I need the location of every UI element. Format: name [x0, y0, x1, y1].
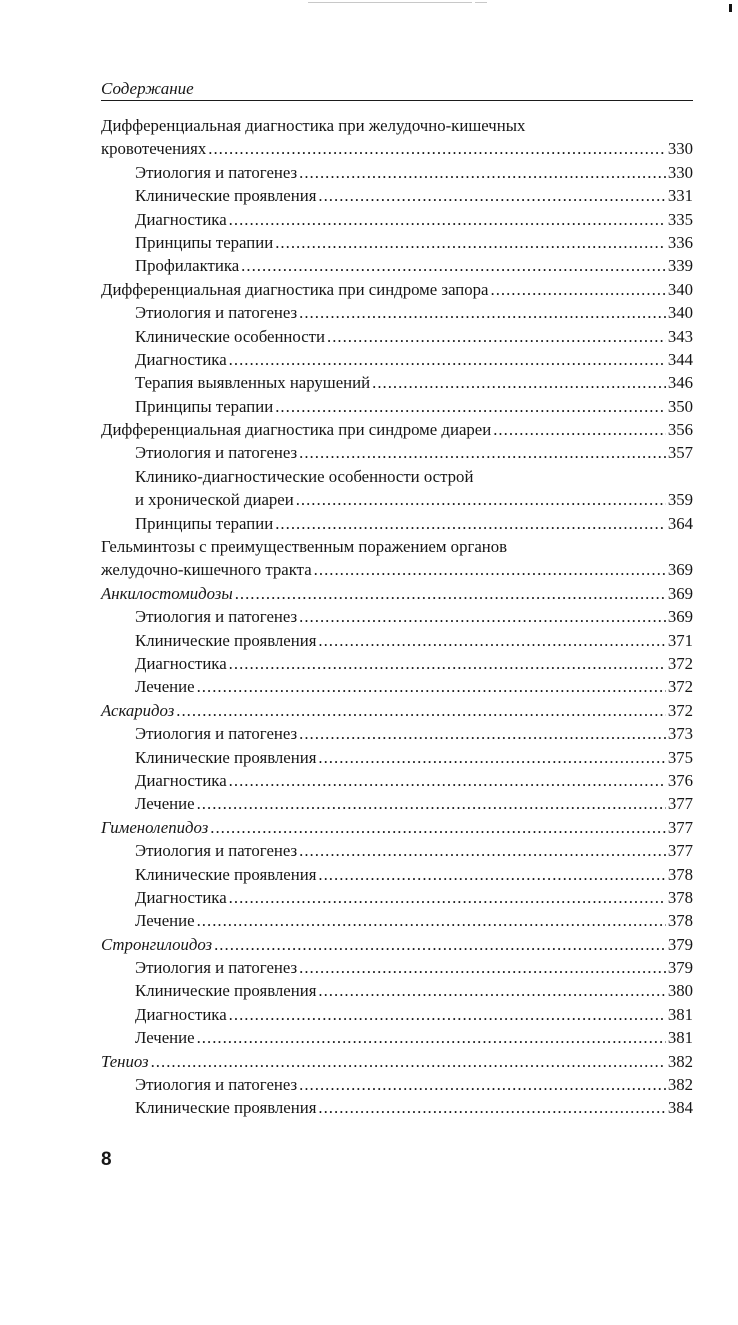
page-number: 8 — [101, 1149, 112, 1170]
toc-subentry[interactable] — [101, 1026, 693, 1049]
toc-entry-title: Этиология и патогенез — [135, 607, 298, 627]
dot-leader — [327, 325, 666, 348]
toc-entry-title: кровотечениях — [101, 139, 207, 159]
toc-subentry[interactable] — [101, 839, 693, 862]
toc-page-number: 378 — [667, 911, 693, 931]
toc-entry-title: Диагностика — [135, 653, 227, 673]
dot-leader — [299, 441, 666, 464]
toc-subentry[interactable] — [101, 886, 693, 909]
toc-subentry[interactable] — [101, 792, 693, 815]
toc-subentry[interactable] — [101, 395, 693, 418]
toc-entry-title: Диагностика — [135, 1004, 227, 1024]
toc-subentry[interactable] — [101, 231, 693, 254]
toc-entry-title: Анкилостомидозы — [101, 583, 233, 603]
dot-leader — [299, 839, 666, 862]
toc-entry[interactable] — [101, 418, 693, 441]
toc-entry-title: Диагностика — [135, 887, 227, 907]
dot-leader — [318, 184, 665, 207]
scan-artifact-mark — [729, 4, 732, 12]
dot-leader — [318, 746, 665, 769]
toc-subentry[interactable] — [101, 512, 693, 535]
toc-entry[interactable] — [101, 816, 693, 839]
toc-page-number: 335 — [667, 209, 693, 229]
toc-subentry[interactable] — [101, 371, 693, 394]
toc-page-number: 378 — [667, 887, 693, 907]
toc-page-number: 356 — [667, 420, 693, 440]
dot-leader — [197, 675, 666, 698]
toc-entry[interactable] — [101, 278, 693, 301]
dot-leader — [491, 278, 666, 301]
toc-entry-title: Аскаридоз — [101, 700, 175, 720]
toc-page-number: 379 — [667, 958, 693, 978]
toc-subentry[interactable] — [101, 208, 693, 231]
toc-entry-title-line: Дифференциальная диагностика при желудочно-кишечных — [101, 116, 526, 135]
toc-page-number: 330 — [667, 162, 693, 182]
toc-page-number: 381 — [667, 1004, 693, 1024]
toc-page-number: 359 — [667, 490, 693, 510]
dot-leader — [210, 816, 666, 839]
toc-entry-title: Принципы терапии — [135, 513, 274, 533]
toc-subentry[interactable] — [101, 1073, 693, 1096]
toc-entry-title: Принципы терапии — [135, 232, 274, 252]
toc-entry-title: Лечение — [135, 677, 195, 697]
toc-page-number: 350 — [667, 396, 693, 416]
toc-entry-title: Этиология и патогенез — [135, 303, 298, 323]
toc-entry-title: Лечение — [135, 1028, 195, 1048]
dot-leader — [229, 348, 666, 371]
dot-leader — [229, 652, 666, 675]
toc-entry-title-line: Клинико-диагностические особенности острой — [135, 466, 474, 486]
toc-entry-title: Лечение — [135, 911, 195, 931]
toc-entry[interactable] — [101, 1050, 693, 1073]
toc-page-number: 372 — [667, 653, 693, 673]
dot-leader — [318, 863, 665, 886]
toc-page-number: 372 — [667, 677, 693, 697]
toc-entry-title: Профилактика — [135, 256, 240, 276]
toc-entry[interactable] — [101, 137, 693, 160]
toc-subentry[interactable] — [101, 652, 693, 675]
toc-page-number: 343 — [667, 326, 693, 346]
toc-page-number: 357 — [667, 443, 693, 463]
toc-page-number: 331 — [667, 186, 693, 206]
toc-subentry[interactable] — [101, 301, 693, 324]
toc-subentry[interactable] — [101, 956, 693, 979]
toc-subentry[interactable] — [101, 605, 693, 628]
toc-entry-title: Клинические особенности — [135, 326, 325, 346]
toc-page-number: 377 — [667, 841, 693, 861]
toc-entry-title: Этиология и патогенез — [135, 1075, 298, 1095]
dot-leader — [299, 956, 666, 979]
toc-subentry[interactable] — [101, 979, 693, 1002]
toc-page-number: 375 — [667, 747, 693, 767]
running-header — [101, 78, 693, 101]
dot-leader — [299, 722, 666, 745]
dot-leader — [197, 792, 666, 815]
toc-page-number: 384 — [667, 1098, 693, 1118]
scan-artifact-line — [475, 2, 487, 3]
dot-leader — [318, 1096, 665, 1119]
toc-page-number: 382 — [667, 1051, 693, 1071]
table-of-contents — [101, 114, 693, 1120]
toc-entry-title: Диагностика — [135, 349, 227, 369]
dot-leader — [299, 1073, 666, 1096]
toc-subentry[interactable] — [101, 161, 693, 184]
dot-leader — [372, 371, 666, 394]
dot-leader — [197, 909, 666, 932]
toc-subentry[interactable] — [101, 325, 693, 348]
toc-page-number: 379 — [667, 934, 693, 954]
toc-entry-title: Этиология и патогенез — [135, 443, 298, 463]
toc-page-number: 369 — [667, 607, 693, 627]
toc-entry-title: Клинические проявления — [135, 186, 317, 206]
dot-leader — [235, 582, 666, 605]
toc-page-number: 340 — [667, 303, 693, 323]
toc-subentry[interactable] — [101, 769, 693, 792]
toc-entry-title: Дифференциальная диагностика при синдроме диареи — [101, 420, 492, 440]
toc-entry-title: Этиология и патогенез — [135, 162, 298, 182]
dot-leader — [318, 629, 665, 652]
toc-page-number: 330 — [667, 139, 693, 159]
toc-page-number: 377 — [667, 817, 693, 837]
dot-leader — [241, 254, 666, 277]
toc-entry-title: Этиология и патогенез — [135, 724, 298, 744]
toc-entry[interactable] — [101, 933, 693, 956]
dot-leader — [229, 886, 666, 909]
toc-entry-title: Диагностика — [135, 770, 227, 790]
dot-leader — [197, 1026, 666, 1049]
toc-entry[interactable] — [101, 582, 693, 605]
toc-entry-title: Дифференциальная диагностика при синдроме запора — [101, 279, 489, 299]
dot-leader — [214, 933, 666, 956]
toc-subentry[interactable] — [101, 441, 693, 464]
toc-subentry[interactable] — [101, 1096, 693, 1119]
toc-entry[interactable] — [101, 699, 693, 722]
dot-leader — [275, 512, 666, 535]
dot-leader — [299, 605, 666, 628]
toc-entry-title: Клинические проявления — [135, 747, 317, 767]
toc-entry-title: Этиология и патогенез — [135, 841, 298, 861]
toc-entry-title: Диагностика — [135, 209, 227, 229]
dot-leader — [299, 301, 666, 324]
toc-subentry[interactable] — [101, 909, 693, 932]
toc-entry-title: Клинические проявления — [135, 981, 317, 1001]
dot-leader — [275, 395, 666, 418]
toc-subentry[interactable] — [101, 184, 693, 207]
header-title: Содержание — [101, 79, 194, 98]
toc-entry-title-line: Гельминтозы с преимущественным поражением органов — [101, 537, 508, 557]
dot-leader — [275, 231, 666, 254]
dot-leader — [314, 558, 666, 581]
toc-page-number: 377 — [667, 794, 693, 814]
toc-page-number: 371 — [667, 630, 693, 650]
toc-subentry[interactable] — [101, 1003, 693, 1026]
toc-page-number: 373 — [667, 724, 693, 744]
toc-page-number: 378 — [667, 864, 693, 884]
dot-leader — [176, 699, 666, 722]
toc-entry-title: Гименолепидоз — [101, 817, 209, 837]
toc-subentry[interactable] — [101, 722, 693, 745]
toc-subentry[interactable] — [101, 863, 693, 886]
toc-subentry[interactable] — [101, 348, 693, 371]
toc-page-number: 369 — [667, 560, 693, 580]
toc-entry-title: Принципы терапии — [135, 396, 274, 416]
dot-leader — [299, 161, 666, 184]
toc-page-number: 364 — [667, 513, 693, 533]
toc-subentry[interactable] — [101, 746, 693, 769]
toc-entry-title: Клинические проявления — [135, 630, 317, 650]
toc-entry-title: и хронической диареи — [135, 490, 294, 510]
toc-page-number: 380 — [667, 981, 693, 1001]
toc-page-number: 372 — [667, 700, 693, 720]
toc-page-number: 340 — [667, 279, 693, 299]
dot-leader — [229, 208, 666, 231]
toc-entry-title: Этиология и патогенез — [135, 958, 298, 978]
toc-page-number: 369 — [667, 583, 693, 603]
dot-leader — [229, 1003, 666, 1026]
toc-entry[interactable] — [101, 558, 693, 581]
toc-page-number: 344 — [667, 349, 693, 369]
toc-page-number: 381 — [667, 1028, 693, 1048]
dot-leader — [229, 769, 666, 792]
toc-page-number: 346 — [667, 373, 693, 393]
toc-subentry[interactable] — [101, 675, 693, 698]
toc-page-number: 382 — [667, 1075, 693, 1095]
toc-page-number: 339 — [667, 256, 693, 276]
scan-artifact-line — [308, 2, 472, 3]
dot-leader — [318, 979, 665, 1002]
dot-leader — [296, 488, 666, 511]
toc-entry-title: Стронгилоидоз — [101, 934, 213, 954]
toc-entry-title: желудочно-кишечного тракта — [101, 560, 312, 580]
toc-entry-title: Тениоз — [101, 1051, 149, 1071]
toc-page-number: 376 — [667, 770, 693, 790]
toc-subentry[interactable] — [101, 629, 693, 652]
dot-leader — [151, 1050, 666, 1073]
dot-leader — [493, 418, 666, 441]
toc-page-number: 336 — [667, 232, 693, 252]
toc-subentry[interactable] — [101, 488, 693, 511]
toc-entry-title: Клинические проявления — [135, 1098, 317, 1118]
toc-entry-title: Терапия выявленных нарушений — [135, 373, 371, 393]
dot-leader — [208, 137, 666, 160]
toc-entry-title: Клинические проявления — [135, 864, 317, 884]
toc-entry-title: Лечение — [135, 794, 195, 814]
toc-subentry[interactable] — [101, 254, 693, 277]
